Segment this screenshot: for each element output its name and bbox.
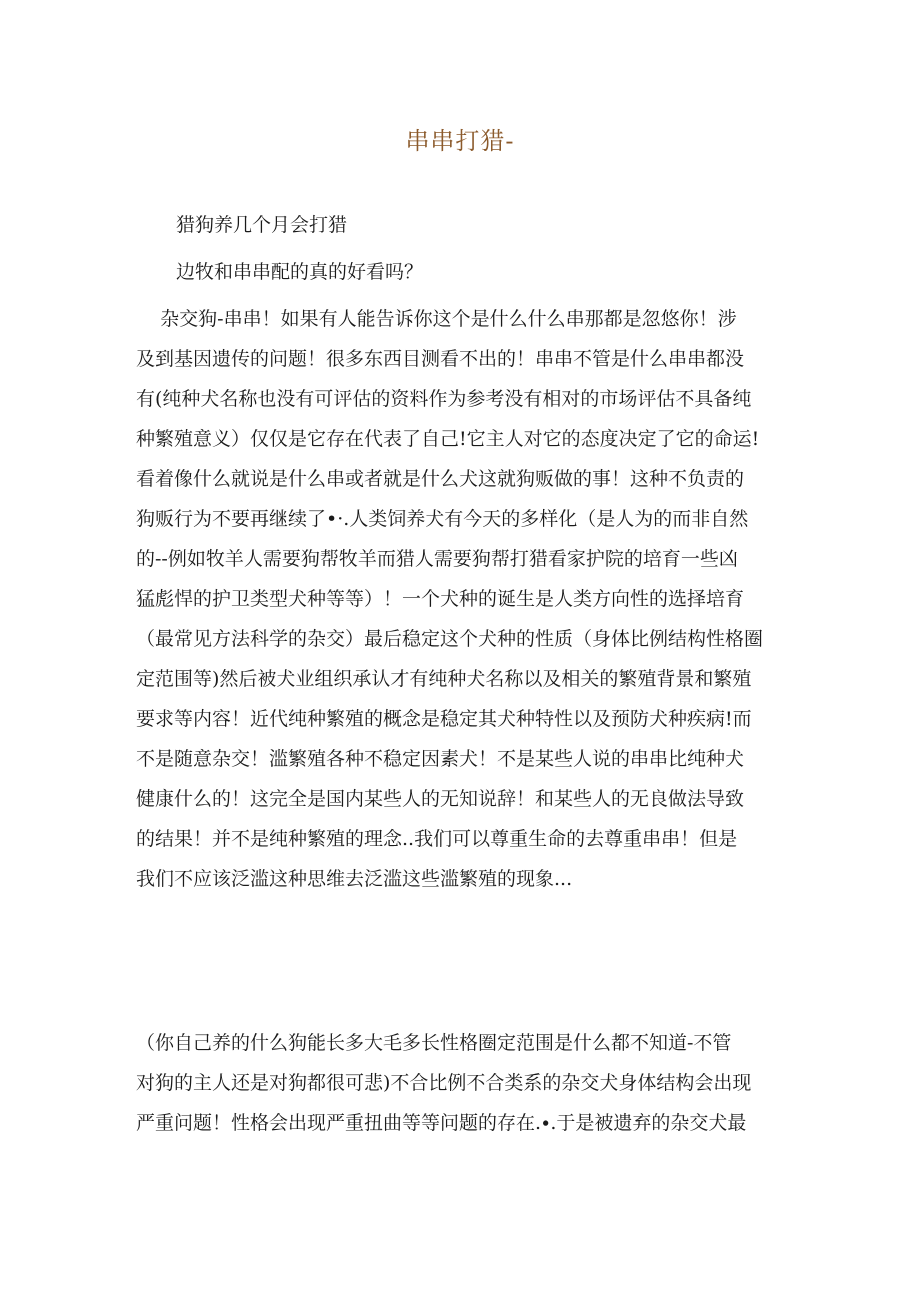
document-title: 串串打猎- (405, 127, 515, 155)
paragraph-line: 定范围等)然后被犬业组织承认才有纯种犬名称以及相关的繁殖背景和繁殖 (136, 668, 752, 690)
subheading-border-collie-mix: 边牧和串串配的真的好看吗？ (176, 261, 424, 283)
paragraph-line: 要求等内容！近代纯种繁殖的概念是稳定其犬种特性以及预防犬种疾病!而 (136, 708, 752, 730)
paragraph-line: 对狗的主人还是对狗都很可悲)不合比例不合类系的杂交犬身体结构会出现 (136, 1072, 752, 1094)
paragraph-line: 狗贩行为不要再继续了•·.人类饲养犬有今天的多样化（是人为的而非自然 (136, 508, 749, 530)
paragraph-line: 不是随意杂交！滥繁殖各种不稳定因素犬！不是某些人说的串串比纯种犬 (136, 748, 745, 770)
paragraph-line: 的结果！并不是纯种繁殖的理念..我们可以尊重生命的去尊重串串！但是 (136, 828, 738, 850)
paragraph-line: 及到基因遗传的问题！很多东西目测看不出的！串串不管是什么串串都没 (136, 348, 745, 370)
paragraph-line: 健康什么的！这完全是国内某些人的无知说辞！和某些人的无良做法导致 (136, 788, 745, 810)
subheading-hunting-dog-age: 猎狗养几个月会打猎 (176, 214, 348, 236)
paragraph-owner-responsibility (136, 1023, 802, 1143)
paragraph-line: 看着像什么就说是什么串或者就是什么犬这就狗贩做的事！这种不负责的 (136, 468, 745, 490)
paragraph-line: （你自己养的什么狗能长多大毛多长性格圈定范围是什么都不知道-不管 (136, 1032, 732, 1054)
paragraph-line: 杂交狗-串串！如果有人能告诉你这个是什么什么串那都是忽悠你！涉 (136, 308, 737, 330)
paragraph-line: 的--例如牧羊人需要狗帮牧羊而猎人需要狗帮打猎看家护院的培育一些凶 (136, 548, 738, 570)
paragraph-line: 猛彪悍的护卫类型犬种等等）！一个犬种的诞生是人类方向性的选择培育 (136, 588, 745, 610)
paragraph-line: 有(纯种犬名称也没有可评估的资料作为参考没有相对的市场评估不具备纯 (136, 388, 752, 410)
paragraph-line: 严重问题！性格会出现严重扭曲等等问题的存在.∙.于是被遗弃的杂交犬最 (136, 1112, 747, 1134)
paragraph-line: 种繁殖意义）仅仅是它存在代表了自己!它主人对它的态度决定了它的命运! (136, 428, 760, 450)
paragraph-line: （最常见方法科学的杂交）最后稳定这个犬种的性质（身体比例结构性格圈 (136, 628, 764, 650)
paragraph-line: 我们不应该泛滥这种思维去泛滥这些滥繁殖的现象... (136, 868, 573, 890)
paragraph-mixed-breed-dogs (136, 299, 802, 899)
